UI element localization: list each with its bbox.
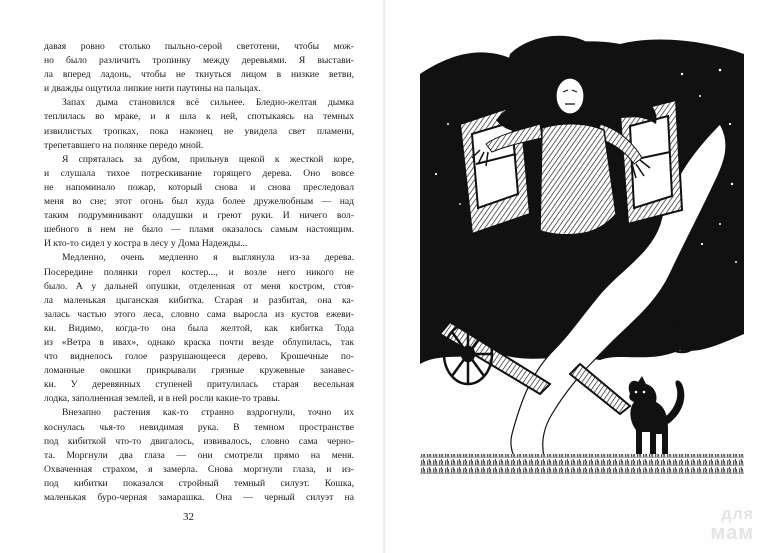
black-cat bbox=[629, 376, 685, 454]
paragraph-4 bbox=[44, 251, 354, 406]
text-line: ломанные окошки прикрывали грязные кружевные занавес- bbox=[44, 365, 354, 377]
text-line: ки. Видимо, когда-то она была желтой, как кибитка Тода bbox=[44, 322, 354, 334]
text-line: лодка, заполненная землей, и в ней росли какие-то травы. bbox=[44, 393, 280, 405]
body-text bbox=[44, 40, 354, 505]
text-line: та. Моргнули два глаза — они смотрели прямо на меня. bbox=[44, 449, 354, 461]
text-line: из «Ветра в ивах», однако краска почти везде облупилась, так bbox=[44, 336, 354, 348]
text-line: И кто-то сидел у костра в лесу у Дома Надежды... bbox=[44, 238, 248, 250]
text-line: трепетавшего на полянке передо мной. bbox=[44, 139, 204, 151]
text-line: но было различить тропинку между деревьями. Я выстави- bbox=[44, 55, 354, 67]
text-line: залась частью этого леса, словно сама выросла из кустов ежеви- bbox=[44, 308, 354, 320]
watermark-line-1: для bbox=[721, 506, 754, 523]
paragraph-2 bbox=[44, 96, 354, 152]
text-line: коснулась чья-то невидимая рука. В темном пространстве bbox=[44, 421, 354, 433]
text-line: давая ровно столько пыльно-серой светотени, чтобы мож- bbox=[44, 41, 354, 52]
text-line: было. А у дальней опушки, отделенная от меня костром, стоя- bbox=[44, 280, 354, 292]
paragraph-3 bbox=[44, 153, 354, 252]
text-line: извилистых тропках, пока наконец не увидела свет пламени, bbox=[44, 125, 354, 137]
paragraph-5 bbox=[44, 406, 354, 505]
text-line: меня во сне; этот огонь был куда более дружелюбным — над bbox=[44, 196, 354, 208]
text-line: таким подрумянивают оладушки и греют руки. И ничего вол- bbox=[44, 210, 354, 222]
text-line: маленькая буро-черная замарашка. Она — черный силуэт на bbox=[44, 492, 354, 503]
ink-illustration bbox=[420, 34, 744, 474]
text-line: что виднелось голое разрушающееся дерево. Крошечные по- bbox=[44, 351, 354, 363]
text-line: и дважды ощутила липкие нити паутины на пальцах. bbox=[44, 83, 261, 95]
text-line: под кибиткой что-то двигалось, извивалось, словно сама черно- bbox=[44, 435, 354, 447]
text-line: не напоминало пожар, который снова и снова преследовал bbox=[44, 181, 354, 193]
wheel-right bbox=[660, 296, 704, 352]
text-line: шебного в нем не было — пламя оказалось самым настоящим. bbox=[44, 224, 354, 236]
text-line: ла маленькая цыганская кибитка. Старая и разбитая, она ка- bbox=[44, 294, 354, 306]
grass bbox=[420, 454, 744, 474]
watermark-line-2: мам bbox=[710, 522, 754, 544]
text-line: Запах дыма становился всё сильнее. Бледно-желтая дымка bbox=[62, 97, 354, 109]
page-number: 32 bbox=[183, 511, 194, 523]
text-line: ла вперед ладонь, чтобы не ткнуться лицом в низкие ветви, bbox=[44, 69, 354, 81]
text-line: и слушала тихое потрескивание горящего дерева. Оно вовсе bbox=[44, 167, 354, 179]
text-line: Медленно, очень медленно я выглянула из-за дерева. bbox=[62, 252, 354, 264]
text-line: теплилась во мраке, и я шла к ней, спотыкаясь на темных bbox=[44, 111, 354, 123]
text-line: Я спряталась за дубом, прильнув щекой к жесткой коре, bbox=[62, 153, 354, 165]
text-line: ки. У деревянных ступеней притулилась старая весельная bbox=[44, 379, 354, 391]
text-line: под кибитки показался стройный темный силуэт. Кошка, bbox=[44, 477, 354, 489]
text-line: Внезапно растения как-то странно вздрогнули, точно их bbox=[62, 407, 354, 419]
text-line: Посередине полянки горел костер..., и возле него никого не bbox=[44, 266, 354, 278]
text-line: Охваченная страхом, я замерла. Снова моргнули глаза, и из- bbox=[44, 463, 354, 475]
paragraph-1 bbox=[44, 40, 354, 96]
watermark-logo bbox=[694, 507, 754, 545]
wheel-left bbox=[444, 324, 492, 384]
